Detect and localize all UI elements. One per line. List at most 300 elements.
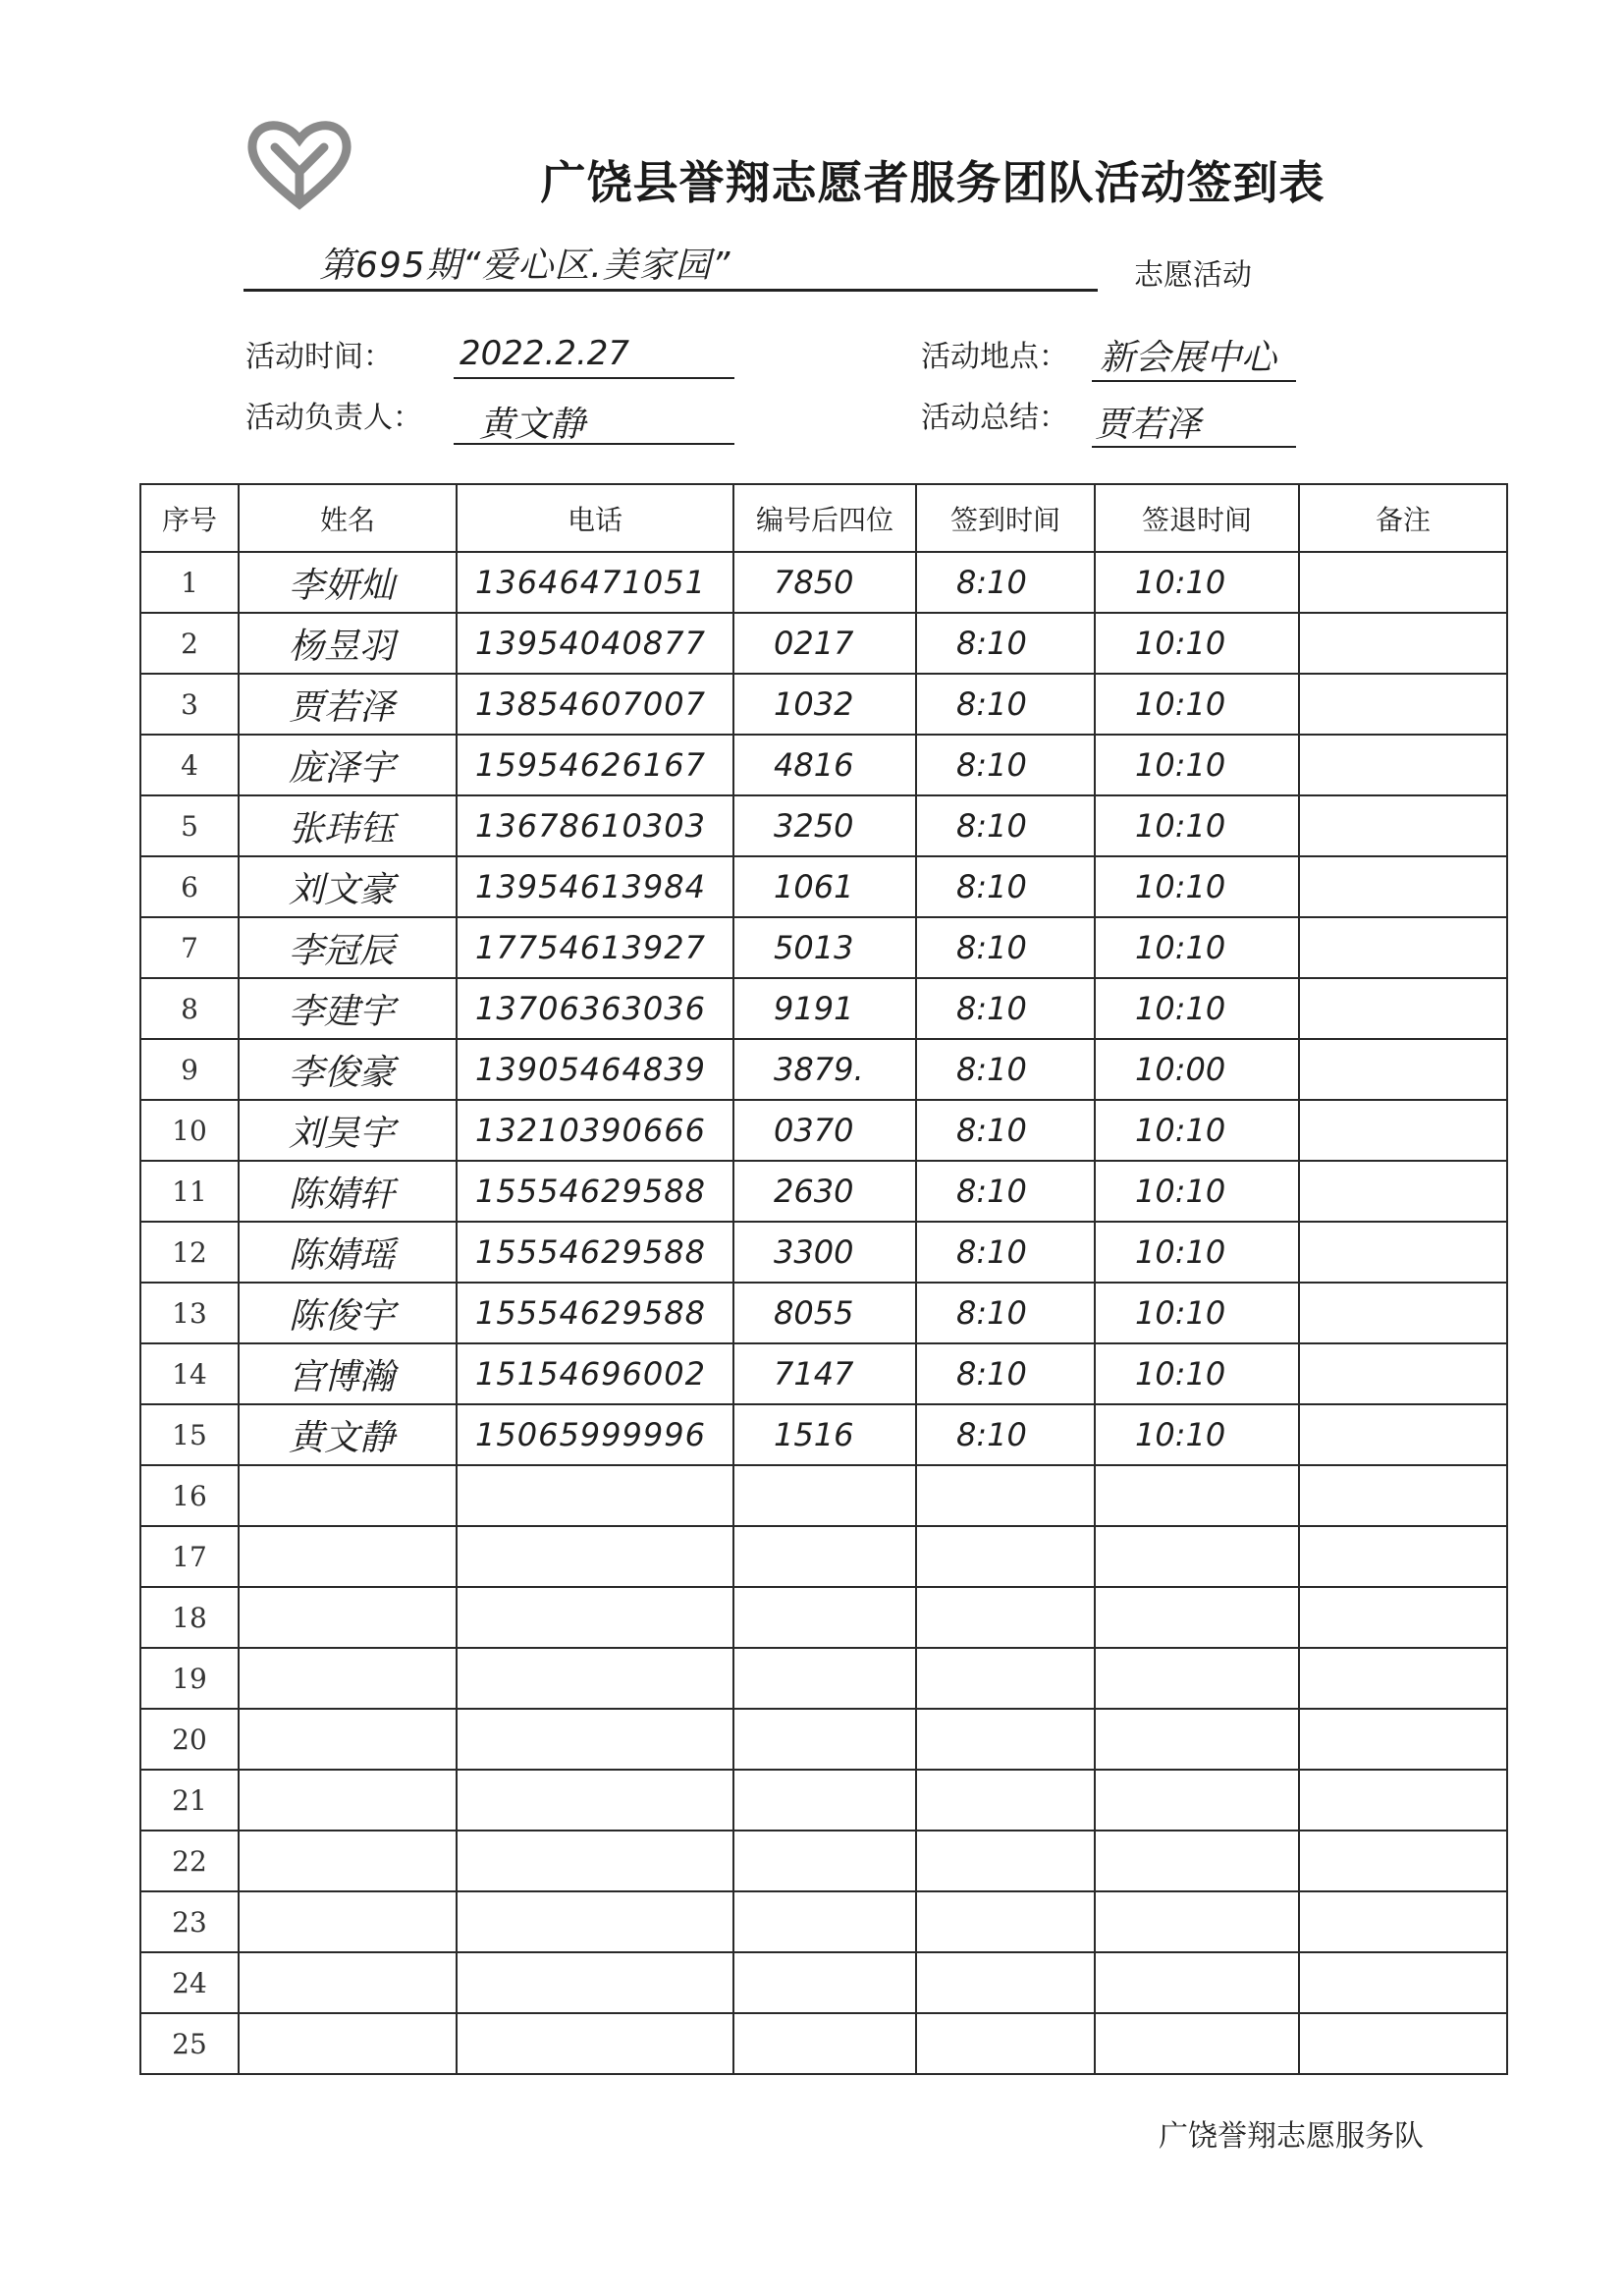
name-cell [239, 1100, 457, 1161]
code-cell-text: 1061 [774, 868, 854, 905]
name-cell [239, 1891, 457, 1952]
time-value: 2022.2.27 [460, 334, 630, 373]
phone-cell [457, 1587, 733, 1648]
code-cell-text: 9191 [774, 990, 854, 1027]
phone-cell [457, 1831, 733, 1891]
table-row [140, 1648, 1507, 1709]
signout-time-cell [1095, 1952, 1299, 2013]
signout-time-cell [1095, 2013, 1299, 2074]
row-number: 10 [140, 1100, 239, 1161]
name-cell-text: 贾若泽 [289, 686, 396, 728]
signin-time-cell [916, 674, 1095, 735]
code-cell [733, 735, 916, 795]
phone-cell [457, 1648, 733, 1709]
note-cell [1299, 917, 1507, 978]
phone-cell-text: 17754613927 [475, 929, 706, 966]
header-code: 编号后四位 [733, 484, 916, 552]
row-number: 18 [140, 1587, 239, 1648]
row-number: 6 [140, 856, 239, 917]
phone-cell [457, 1283, 733, 1343]
row-number: 11 [140, 1161, 239, 1222]
row-number: 1 [140, 552, 239, 613]
note-cell [1299, 552, 1507, 613]
signout-time-cell-text: 10:10 [1135, 1112, 1226, 1149]
code-cell-text: 0370 [774, 1112, 854, 1149]
location-underline [1092, 380, 1296, 382]
phone-cell-text: 13954040877 [475, 625, 706, 662]
name-cell-text: 黄文静 [289, 1417, 396, 1458]
name-cell [239, 978, 457, 1039]
code-cell-text: 7147 [774, 1355, 854, 1393]
signout-time-cell [1095, 1039, 1299, 1100]
leader-underline [454, 443, 734, 445]
name-cell [239, 1648, 457, 1709]
row-number: 4 [140, 735, 239, 795]
activity-type-label: 志愿活动 [1134, 258, 1252, 293]
signin-time-cell-text: 8:10 [956, 564, 1027, 601]
row-number: 25 [140, 2013, 239, 2074]
table-row [140, 1831, 1507, 1891]
name-cell [239, 552, 457, 613]
phone-cell-text: 13854607007 [475, 685, 706, 723]
code-cell [733, 1100, 916, 1161]
signin-time-cell [916, 1831, 1095, 1891]
row-number: 8 [140, 978, 239, 1039]
code-cell-text: 2630 [774, 1173, 854, 1210]
table-row [140, 552, 1507, 613]
signin-time-cell [916, 1709, 1095, 1770]
signin-time-cell [916, 978, 1095, 1039]
signin-time-cell-text: 8:10 [956, 1112, 1027, 1149]
name-cell-text: 刘昊宇 [289, 1113, 396, 1154]
phone-cell-text: 13210390666 [475, 1112, 706, 1149]
table-row [140, 1039, 1507, 1100]
table-row [140, 674, 1507, 735]
name-cell-text: 杨昱羽 [289, 626, 396, 667]
signout-time-cell [1095, 1831, 1299, 1891]
signout-time-cell [1095, 1709, 1299, 1770]
note-cell [1299, 1587, 1507, 1648]
signout-time-cell-text: 10:10 [1135, 564, 1226, 601]
table-row [140, 1587, 1507, 1648]
signout-time-cell [1095, 674, 1299, 735]
phone-cell [457, 1161, 733, 1222]
time-label: 活动时间： [245, 340, 393, 374]
location-value: 新会展中心 [1100, 338, 1277, 378]
phone-cell [457, 1222, 733, 1283]
signout-time-cell-text: 10:10 [1135, 929, 1226, 966]
signout-time-cell [1095, 552, 1299, 613]
table-row [140, 1465, 1507, 1526]
note-cell [1299, 674, 1507, 735]
signin-time-cell-text: 8:10 [956, 1294, 1027, 1332]
header-signin-time: 签到时间 [916, 484, 1095, 552]
note-cell [1299, 978, 1507, 1039]
code-cell-text: 1516 [774, 1416, 854, 1453]
name-cell [239, 1283, 457, 1343]
table-row [140, 1100, 1507, 1161]
note-cell [1299, 1222, 1507, 1283]
table-header-row [140, 484, 1507, 552]
table-row [140, 1891, 1507, 1952]
signout-time-cell [1095, 795, 1299, 856]
signout-time-cell-text: 10:10 [1135, 1416, 1226, 1453]
phone-cell [457, 613, 733, 674]
row-number: 17 [140, 1526, 239, 1587]
phone-cell-text: 15554629588 [475, 1294, 706, 1332]
signin-time-cell-text: 8:10 [956, 1416, 1027, 1453]
footer-org: 广饶誉翔志愿服务队 [1159, 2119, 1424, 2154]
heart-y-logo-icon [245, 118, 353, 211]
signin-time-cell [916, 1952, 1095, 2013]
name-cell [239, 1161, 457, 1222]
name-cell [239, 613, 457, 674]
signin-time-cell [916, 1343, 1095, 1404]
signin-table-container [139, 483, 1506, 2075]
signin-time-cell [916, 1891, 1095, 1952]
table-row [140, 1526, 1507, 1587]
signout-time-cell-text: 10:10 [1135, 1294, 1226, 1332]
table-row [140, 2013, 1507, 2074]
signin-time-cell [916, 1587, 1095, 1648]
table-row [140, 1952, 1507, 2013]
row-number: 16 [140, 1465, 239, 1526]
phone-cell [457, 1526, 733, 1587]
phone-cell [457, 1404, 733, 1465]
signin-time-cell [916, 1100, 1095, 1161]
signout-time-cell-text: 10:00 [1135, 1051, 1226, 1088]
code-cell [733, 856, 916, 917]
table-row [140, 1343, 1507, 1404]
phone-cell-text: 15065999996 [475, 1416, 706, 1453]
name-cell [239, 1526, 457, 1587]
signout-time-cell-text: 10:10 [1135, 685, 1226, 723]
phone-cell [457, 1465, 733, 1526]
name-cell [239, 2013, 457, 2074]
table-row [140, 1709, 1507, 1770]
row-number: 3 [140, 674, 239, 735]
row-number: 22 [140, 1831, 239, 1891]
name-cell-text: 宫博瀚 [289, 1356, 396, 1397]
signin-time-cell-text: 8:10 [956, 746, 1027, 784]
phone-cell [457, 1709, 733, 1770]
phone-cell-text: 13905464839 [475, 1051, 706, 1088]
code-cell [733, 1404, 916, 1465]
name-cell-text: 李建宇 [289, 991, 396, 1032]
row-number: 9 [140, 1039, 239, 1100]
signout-time-cell [1095, 856, 1299, 917]
phone-cell [457, 795, 733, 856]
note-cell [1299, 795, 1507, 856]
table-row [140, 1161, 1507, 1222]
signin-time-cell-text: 8:10 [956, 625, 1027, 662]
note-cell [1299, 2013, 1507, 2074]
code-cell [733, 2013, 916, 2074]
activity-name: 第695期“爱心区.美家园” [319, 246, 731, 286]
row-number: 13 [140, 1283, 239, 1343]
note-cell [1299, 1161, 1507, 1222]
code-cell [733, 1283, 916, 1343]
table-row [140, 978, 1507, 1039]
name-cell-text: 张玮钰 [289, 808, 396, 849]
name-cell-text: 陈俊宇 [289, 1295, 396, 1337]
signin-time-cell-text: 8:10 [956, 1355, 1027, 1393]
signout-time-cell [1095, 1770, 1299, 1831]
signin-time-cell-text: 8:10 [956, 685, 1027, 723]
phone-cell-text: 13706363036 [475, 990, 706, 1027]
code-cell [733, 917, 916, 978]
signin-time-cell-text: 8:10 [956, 1173, 1027, 1210]
header-phone: 电话 [457, 484, 733, 552]
signout-time-cell [1095, 1283, 1299, 1343]
note-cell [1299, 1831, 1507, 1891]
code-cell-text: 0217 [774, 625, 854, 662]
signout-time-cell-text: 10:10 [1135, 1233, 1226, 1271]
signout-time-cell [1095, 1222, 1299, 1283]
code-cell [733, 1891, 916, 1952]
signout-time-cell [1095, 1891, 1299, 1952]
table-row [140, 917, 1507, 978]
signout-time-cell [1095, 1587, 1299, 1648]
code-cell [733, 1770, 916, 1831]
signout-time-cell-text: 10:10 [1135, 1173, 1226, 1210]
signin-time-cell [916, 735, 1095, 795]
code-cell-text: 4816 [774, 746, 854, 784]
signout-time-cell [1095, 1465, 1299, 1526]
code-cell-text: 3250 [774, 807, 854, 845]
code-cell [733, 674, 916, 735]
signout-time-cell [1095, 1648, 1299, 1709]
signin-time-cell [916, 856, 1095, 917]
name-cell [239, 1709, 457, 1770]
signin-time-cell-text: 8:10 [956, 1233, 1027, 1271]
signin-time-cell [916, 917, 1095, 978]
table-row [140, 1283, 1507, 1343]
row-number: 24 [140, 1952, 239, 2013]
signout-time-cell-text: 10:10 [1135, 807, 1226, 845]
signout-time-cell-text: 10:10 [1135, 868, 1226, 905]
name-cell [239, 1770, 457, 1831]
table-row [140, 1404, 1507, 1465]
code-cell-text: 5013 [774, 929, 854, 966]
signin-time-cell [916, 1039, 1095, 1100]
signout-time-cell-text: 10:10 [1135, 746, 1226, 784]
signout-time-cell [1095, 1526, 1299, 1587]
note-cell [1299, 1039, 1507, 1100]
signin-time-cell [916, 1222, 1095, 1283]
signin-time-cell [916, 613, 1095, 674]
code-cell-text: 7850 [774, 564, 854, 601]
code-cell [733, 1952, 916, 2013]
note-cell [1299, 856, 1507, 917]
code-cell [733, 978, 916, 1039]
note-cell [1299, 1465, 1507, 1526]
row-number: 15 [140, 1404, 239, 1465]
note-cell [1299, 1891, 1507, 1952]
phone-cell [457, 2013, 733, 2074]
table-row [140, 613, 1507, 674]
code-cell-text: 1032 [774, 685, 854, 723]
phone-cell [457, 735, 733, 795]
name-cell [239, 674, 457, 735]
signin-time-cell-text: 8:10 [956, 990, 1027, 1027]
signin-time-cell [916, 1465, 1095, 1526]
phone-cell-text: 13646471051 [475, 564, 706, 601]
name-cell [239, 1222, 457, 1283]
note-cell [1299, 1770, 1507, 1831]
note-cell [1299, 1709, 1507, 1770]
signout-time-cell [1095, 1343, 1299, 1404]
note-cell [1299, 735, 1507, 795]
name-cell-text: 庞泽宇 [289, 747, 396, 789]
summary-value: 贾若泽 [1095, 405, 1202, 445]
signin-time-cell-text: 8:10 [956, 929, 1027, 966]
activity-name-underline [243, 289, 1098, 292]
summary-underline [1092, 446, 1296, 448]
phone-cell-text: 13954613984 [475, 868, 706, 905]
code-cell [733, 1343, 916, 1404]
header-no: 序号 [140, 484, 239, 552]
row-number: 20 [140, 1709, 239, 1770]
signin-time-cell-text: 8:10 [956, 1051, 1027, 1088]
note-cell [1299, 1404, 1507, 1465]
name-cell [239, 917, 457, 978]
phone-cell-text: 15154696002 [475, 1355, 706, 1393]
code-cell [733, 1222, 916, 1283]
note-cell [1299, 613, 1507, 674]
header-note: 备注 [1299, 484, 1507, 552]
signout-time-cell-text: 10:10 [1135, 1355, 1226, 1393]
name-cell [239, 856, 457, 917]
signin-table [139, 483, 1508, 2075]
code-cell [733, 613, 916, 674]
name-cell-text: 陈婧瑶 [289, 1234, 396, 1276]
name-cell [239, 1587, 457, 1648]
phone-cell [457, 978, 733, 1039]
code-cell [733, 795, 916, 856]
name-cell-text: 李俊豪 [289, 1052, 396, 1093]
signin-time-cell [916, 795, 1095, 856]
phone-cell-text: 13678610303 [475, 807, 706, 845]
note-cell [1299, 1952, 1507, 2013]
name-cell [239, 1465, 457, 1526]
phone-cell [457, 1891, 733, 1952]
table-row [140, 735, 1507, 795]
signin-time-cell [916, 552, 1095, 613]
phone-cell [457, 1343, 733, 1404]
note-cell [1299, 1100, 1507, 1161]
summary-label: 活动总结： [921, 401, 1068, 435]
name-cell [239, 795, 457, 856]
header-name: 姓名 [239, 484, 457, 552]
name-cell [239, 1404, 457, 1465]
phone-cell-text: 15954626167 [475, 746, 706, 784]
name-cell [239, 1831, 457, 1891]
signin-time-cell [916, 1526, 1095, 1587]
signin-time-cell-text: 8:10 [956, 807, 1027, 845]
signout-time-cell [1095, 1161, 1299, 1222]
code-cell [733, 1648, 916, 1709]
signin-time-cell [916, 1283, 1095, 1343]
name-cell [239, 1343, 457, 1404]
name-cell-text: 刘文豪 [289, 869, 396, 910]
row-number: 19 [140, 1648, 239, 1709]
name-cell [239, 1952, 457, 2013]
signin-time-cell-text: 8:10 [956, 868, 1027, 905]
phone-cell-text: 15554629588 [475, 1173, 706, 1210]
note-cell [1299, 1526, 1507, 1587]
phone-cell [457, 856, 733, 917]
name-cell [239, 1039, 457, 1100]
name-cell-text: 李冠辰 [289, 930, 396, 971]
code-cell [733, 1161, 916, 1222]
signin-time-cell [916, 1770, 1095, 1831]
name-cell-text: 李妍灿 [289, 565, 396, 606]
phone-cell [457, 1952, 733, 2013]
code-cell [733, 1465, 916, 1526]
phone-cell [457, 552, 733, 613]
phone-cell [457, 674, 733, 735]
table-row [140, 1770, 1507, 1831]
time-underline [454, 377, 734, 379]
signout-time-cell-text: 10:10 [1135, 625, 1226, 662]
note-cell [1299, 1648, 1507, 1709]
note-cell [1299, 1283, 1507, 1343]
row-number: 23 [140, 1891, 239, 1952]
row-number: 2 [140, 613, 239, 674]
code-cell [733, 1831, 916, 1891]
row-number: 5 [140, 795, 239, 856]
phone-cell [457, 917, 733, 978]
code-cell [733, 1039, 916, 1100]
code-cell-text: 8055 [774, 1294, 854, 1332]
signout-time-cell [1095, 613, 1299, 674]
signout-time-cell [1095, 978, 1299, 1039]
signout-time-cell [1095, 735, 1299, 795]
row-number: 14 [140, 1343, 239, 1404]
table-row [140, 856, 1507, 917]
organization-logo [245, 118, 353, 211]
row-number: 12 [140, 1222, 239, 1283]
signin-time-cell [916, 1404, 1095, 1465]
leader-value: 黄文静 [479, 405, 586, 445]
code-cell [733, 552, 916, 613]
note-cell [1299, 1343, 1507, 1404]
signout-time-cell [1095, 1100, 1299, 1161]
leader-label: 活动负责人： [245, 401, 422, 435]
signout-time-cell [1095, 1404, 1299, 1465]
code-cell [733, 1709, 916, 1770]
name-cell [239, 735, 457, 795]
code-cell [733, 1526, 916, 1587]
row-number: 7 [140, 917, 239, 978]
table-body [140, 552, 1507, 2074]
table-row [140, 795, 1507, 856]
signout-time-cell [1095, 917, 1299, 978]
code-cell-text: 3300 [774, 1233, 854, 1271]
header-signout-time: 签退时间 [1095, 484, 1299, 552]
name-cell-text: 陈婧轩 [289, 1174, 396, 1215]
row-number: 21 [140, 1770, 239, 1831]
signin-time-cell [916, 2013, 1095, 2074]
signin-time-cell [916, 1161, 1095, 1222]
phone-cell [457, 1100, 733, 1161]
code-cell-text: 3879. [774, 1051, 864, 1088]
phone-cell [457, 1770, 733, 1831]
signout-time-cell-text: 10:10 [1135, 990, 1226, 1027]
code-cell [733, 1587, 916, 1648]
phone-cell [457, 1039, 733, 1100]
